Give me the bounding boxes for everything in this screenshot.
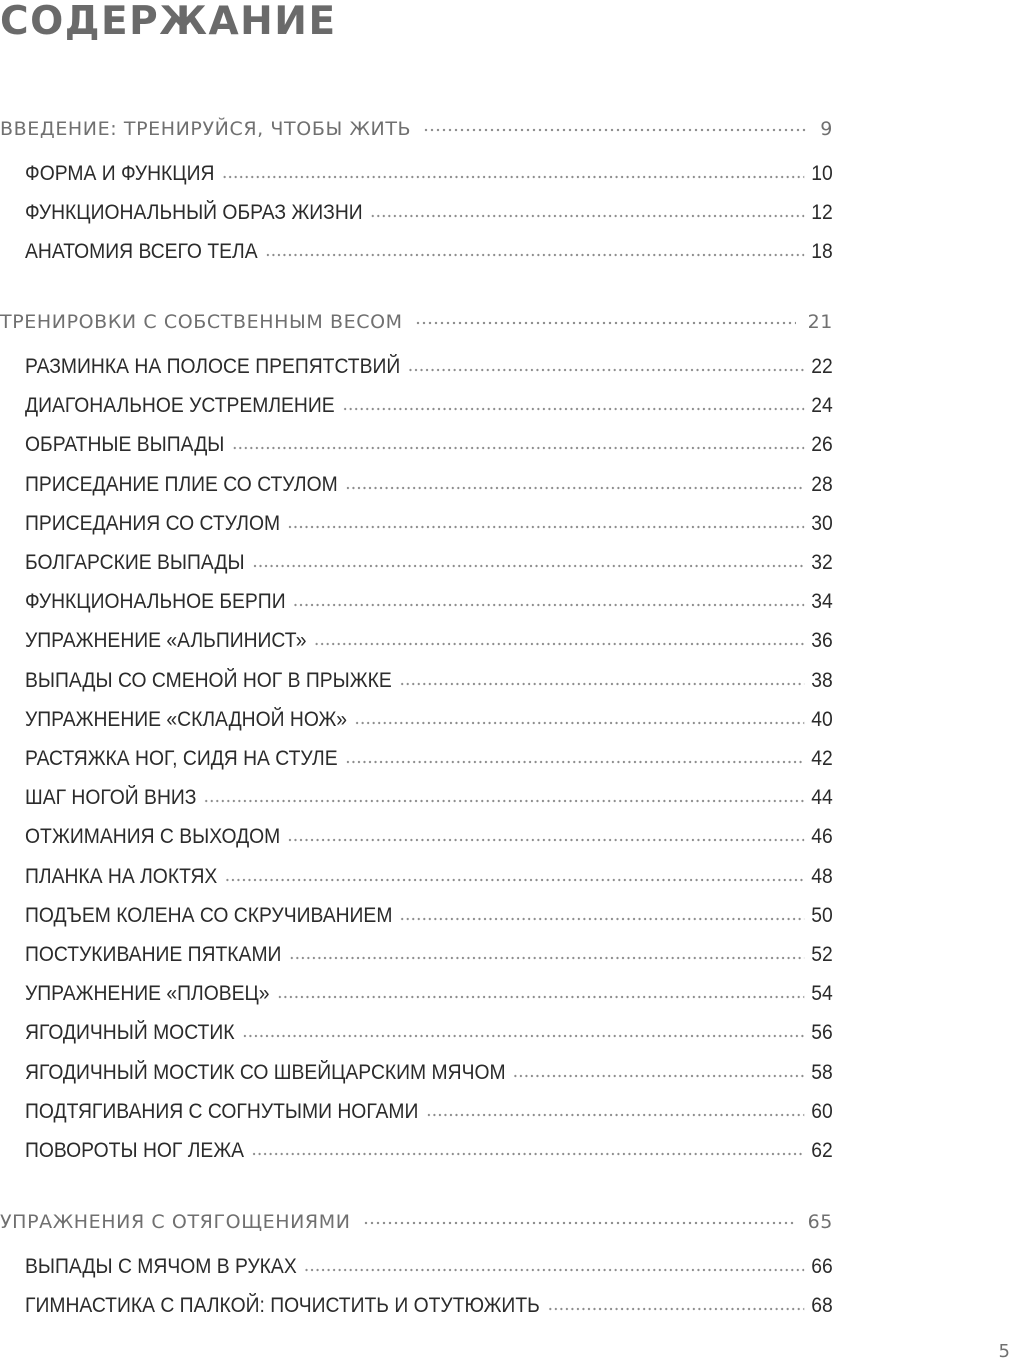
entry-page-number: 26 — [811, 433, 833, 456]
toc-entry[interactable] — [25, 782, 833, 810]
dot-leader — [408, 367, 804, 373]
entry-page-number: 68 — [811, 1294, 833, 1317]
entry-page-number: 30 — [811, 512, 833, 535]
entry-page-number: 66 — [811, 1255, 833, 1278]
section-title: ТРЕНИРОВКИ С СОБСТВЕННЫМ ВЕСОМ — [0, 311, 403, 333]
page-title: СОДЕРЖАНИЕ — [0, 0, 337, 44]
entry-page-number: 32 — [811, 551, 833, 574]
entry-title: ФУНКЦИОНАЛЬНЫЙ ОБРАЗ ЖИЗНИ — [25, 201, 363, 224]
toc-entry[interactable] — [25, 1251, 833, 1279]
dot-leader — [251, 1151, 803, 1157]
entry-page-number: 54 — [811, 982, 833, 1005]
toc-entry[interactable] — [25, 939, 833, 967]
entry-page-number: 48 — [811, 865, 833, 888]
dot-leader — [354, 720, 804, 726]
toc-entry[interactable] — [25, 197, 833, 225]
toc-entry[interactable] — [25, 978, 833, 1006]
entry-title: ПЛАНКА НА ЛОКТЯХ — [25, 865, 218, 888]
entry-title: РАСТЯЖКА НОГ, СИДЯ НА СТУЛЕ — [25, 747, 338, 770]
toc-entry[interactable] — [25, 1096, 833, 1124]
entry-page-number: 56 — [811, 1021, 833, 1044]
dot-leader — [415, 320, 796, 326]
dot-leader — [289, 955, 804, 961]
toc-section-heading[interactable] — [0, 1207, 833, 1233]
dot-leader — [314, 641, 804, 647]
dot-leader — [370, 213, 804, 219]
entry-page-number: 28 — [811, 473, 833, 496]
entry-page-number: 12 — [811, 201, 833, 224]
entry-title: ОБРАТНЫЕ ВЫПАДЫ — [25, 433, 225, 456]
dot-leader — [287, 524, 803, 530]
entry-title: ПРИСЕДАНИЕ ПЛИЕ СО СТУЛОМ — [25, 473, 338, 496]
dot-leader — [225, 877, 804, 883]
entry-page-number: 38 — [811, 669, 833, 692]
page-number: 5 — [998, 1341, 1010, 1362]
toc-entry[interactable] — [25, 1290, 833, 1318]
entry-page-number: 18 — [811, 240, 833, 263]
toc-entry[interactable] — [25, 547, 833, 575]
entry-title: ФОРМА И ФУНКЦИЯ — [25, 162, 215, 185]
dot-leader — [399, 681, 804, 687]
entry-page-number: 24 — [811, 394, 833, 417]
entry-page-number: 58 — [811, 1061, 833, 1084]
entry-page-number: 62 — [811, 1139, 833, 1162]
entry-title: УПРАЖНЕНИЕ «АЛЬПИНИСТ» — [25, 629, 307, 652]
dot-leader — [423, 127, 808, 133]
entry-page-number: 52 — [811, 943, 833, 966]
section-page-number: 21 — [807, 311, 833, 333]
toc-entry[interactable] — [25, 236, 833, 264]
toc-entry[interactable] — [25, 469, 833, 497]
toc-entry[interactable] — [25, 158, 833, 186]
dot-leader — [265, 252, 804, 258]
dot-leader — [304, 1267, 804, 1273]
toc-entry[interactable] — [25, 1057, 833, 1085]
toc-section-heading[interactable] — [0, 114, 833, 140]
entry-title: ПОВОРОТЫ НОГ ЛЕЖА — [25, 1139, 245, 1162]
entry-page-number: 50 — [811, 904, 833, 927]
entry-title: АНАТОМИЯ ВСЕГО ТЕЛА — [25, 240, 258, 263]
dot-leader — [242, 1033, 804, 1039]
entry-title: БОЛГАРСКИЕ ВЫПАДЫ — [25, 551, 245, 574]
entry-page-number: 40 — [811, 708, 833, 731]
dot-leader — [513, 1073, 804, 1079]
section-title: ВВЕДЕНИЕ: ТРЕНИРУЙСЯ, ЧТОБЫ ЖИТЬ — [0, 118, 412, 140]
entry-title: ПОСТУКИВАНИЕ ПЯТКАМИ — [25, 943, 282, 966]
entry-title: ПРИСЕДАНИЯ СО СТУЛОМ — [25, 512, 281, 535]
toc-entry[interactable] — [25, 1135, 833, 1163]
entry-title: РАЗМИНКА НА ПОЛОСЕ ПРЕПЯТСТВИЙ — [25, 355, 401, 378]
toc-entry[interactable] — [25, 351, 833, 379]
entry-title: ФУНКЦИОНАЛЬНОЕ БЕРПИ — [25, 590, 286, 613]
toc-entry[interactable] — [25, 508, 833, 536]
entry-title: ЯГОДИЧНЫЙ МОСТИК — [25, 1021, 235, 1044]
dot-leader — [204, 798, 804, 804]
toc-entry[interactable] — [25, 821, 833, 849]
entry-page-number: 36 — [811, 629, 833, 652]
toc-section-heading[interactable] — [0, 307, 833, 333]
toc-entry[interactable] — [25, 586, 833, 614]
entry-page-number: 44 — [811, 786, 833, 809]
toc-entry[interactable] — [25, 704, 833, 732]
dot-leader — [426, 1112, 804, 1118]
toc-entry[interactable] — [25, 429, 833, 457]
entry-page-number: 34 — [811, 590, 833, 613]
entry-page-number: 46 — [811, 825, 833, 848]
toc-entry[interactable] — [25, 1017, 833, 1045]
section-title: УПРАЖНЕНИЯ С ОТЯГОЩЕНИЯМИ — [0, 1211, 351, 1233]
entry-title: УПРАЖНЕНИЕ «ПЛОВЕЦ» — [25, 982, 270, 1005]
entry-title: ЯГОДИЧНЫЙ МОСТИК СО ШВЕЙЦАРСКИМ МЯЧОМ — [25, 1061, 506, 1084]
entry-title: ДИАГОНАЛЬНОЕ УСТРЕМЛЕНИЕ — [25, 394, 335, 417]
toc-entry[interactable] — [25, 390, 833, 418]
toc-entry[interactable] — [25, 743, 833, 771]
entry-title: ШАГ НОГОЙ ВНИЗ — [25, 786, 197, 809]
dot-leader — [400, 916, 804, 922]
entry-page-number: 60 — [811, 1100, 833, 1123]
dot-leader — [288, 837, 804, 843]
entry-title: ГИМНАСТИКА С ПАЛКОЙ: ПОЧИСТИТЬ И ОТУТЮЖИТЬ — [25, 1294, 540, 1317]
dot-leader — [345, 485, 804, 491]
dot-leader — [222, 174, 804, 180]
toc-entry[interactable] — [25, 665, 833, 693]
entry-title: ВЫПАДЫ СО СМЕНОЙ НОГ В ПРЫЖКЕ — [25, 669, 392, 692]
dot-leader — [547, 1306, 804, 1312]
toc-entry[interactable] — [25, 625, 833, 653]
toc-entry[interactable] — [25, 900, 833, 928]
entry-page-number: 22 — [811, 355, 833, 378]
dot-leader — [232, 445, 804, 451]
entry-title: ПОДЪЕМ КОЛЕНА СО СКРУЧИВАНИЕМ — [25, 904, 393, 927]
entry-page-number: 10 — [811, 162, 833, 185]
dot-leader — [363, 1220, 796, 1226]
dot-leader — [345, 759, 804, 765]
toc-entry[interactable] — [25, 861, 833, 889]
section-page-number: 65 — [807, 1211, 833, 1233]
dot-leader — [252, 563, 804, 569]
dot-leader — [277, 994, 804, 1000]
dot-leader — [342, 406, 804, 412]
entry-title: ПОДТЯГИВАНИЯ С СОГНУТЫМИ НОГАМИ — [25, 1100, 419, 1123]
section-page-number: 9 — [820, 118, 833, 140]
entry-title: УПРАЖНЕНИЕ «СКЛАДНОЙ НОЖ» — [25, 708, 348, 731]
dot-leader — [293, 602, 804, 608]
entry-page-number: 42 — [811, 747, 833, 770]
entry-title: ВЫПАДЫ С МЯЧОМ В РУКАХ — [25, 1255, 297, 1278]
entry-title: ОТЖИМАНИЯ С ВЫХОДОМ — [25, 825, 281, 848]
